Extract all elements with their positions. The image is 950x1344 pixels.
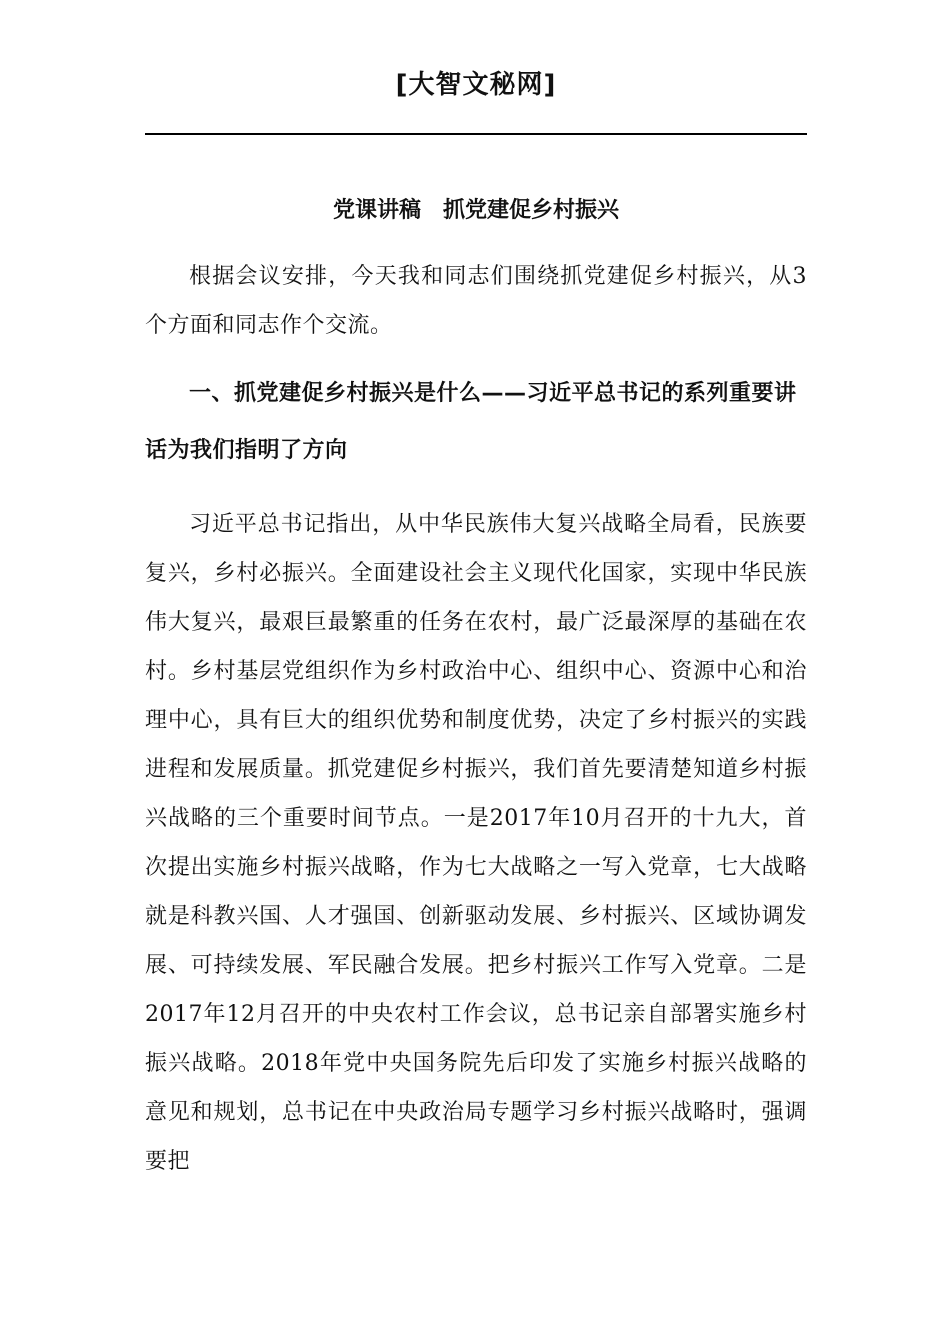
header-divider	[145, 133, 807, 135]
document-body	[145, 252, 807, 1186]
document-title: 党课讲稿 抓党建促乡村振兴	[332, 198, 619, 223]
site-header: [大智文秘网]	[395, 70, 557, 100]
section-1-paragraph: 习近平总书记指出，从中华民族伟大复兴战略全局看，民族要复兴，乡村必振兴。全面建设社会主义现代化国家，实现中华民族伟大复兴，最艰巨最繁重的任务在农村，最广泛最深厚的基础在农村。乡村基层党组织作为乡村政治中心、组织中心、资源中心和治理中心，具有巨大的组织优势和制度优势，决定了乡村振兴的实践进程和发展质量。抓党建促乡村振兴，我们首先要清楚知道乡村振兴战略的三个重要时间节点。一是2017年10月召开的十九大，首次提出实施乡村振兴战略，作为七大战略之一写入党章，七大战略就是科教兴国、人才强国、创新驱动发展、乡村振兴、区域协调发展、可持续发展、军民融合发展。把乡村振兴工作写入党章。二是2017年12月召开的中央农村工作会议，总书记亲自部署实施乡村振兴战略。2018年党中央国务院先后印发了实施乡村振兴战略的意见和规划，总书记在中央政治局专题学习乡村振兴战略时，强调要把	[145, 512, 807, 1174]
intro-paragraph: 根据会议安排，今天我和同志们围绕抓党建促乡村振兴，从3个方面和同志作个交流。	[145, 264, 807, 338]
section-1-heading: 一、抓党建促乡村振兴是什么——习近平总书记的系列重要讲话为我们指明了方向	[145, 381, 797, 463]
